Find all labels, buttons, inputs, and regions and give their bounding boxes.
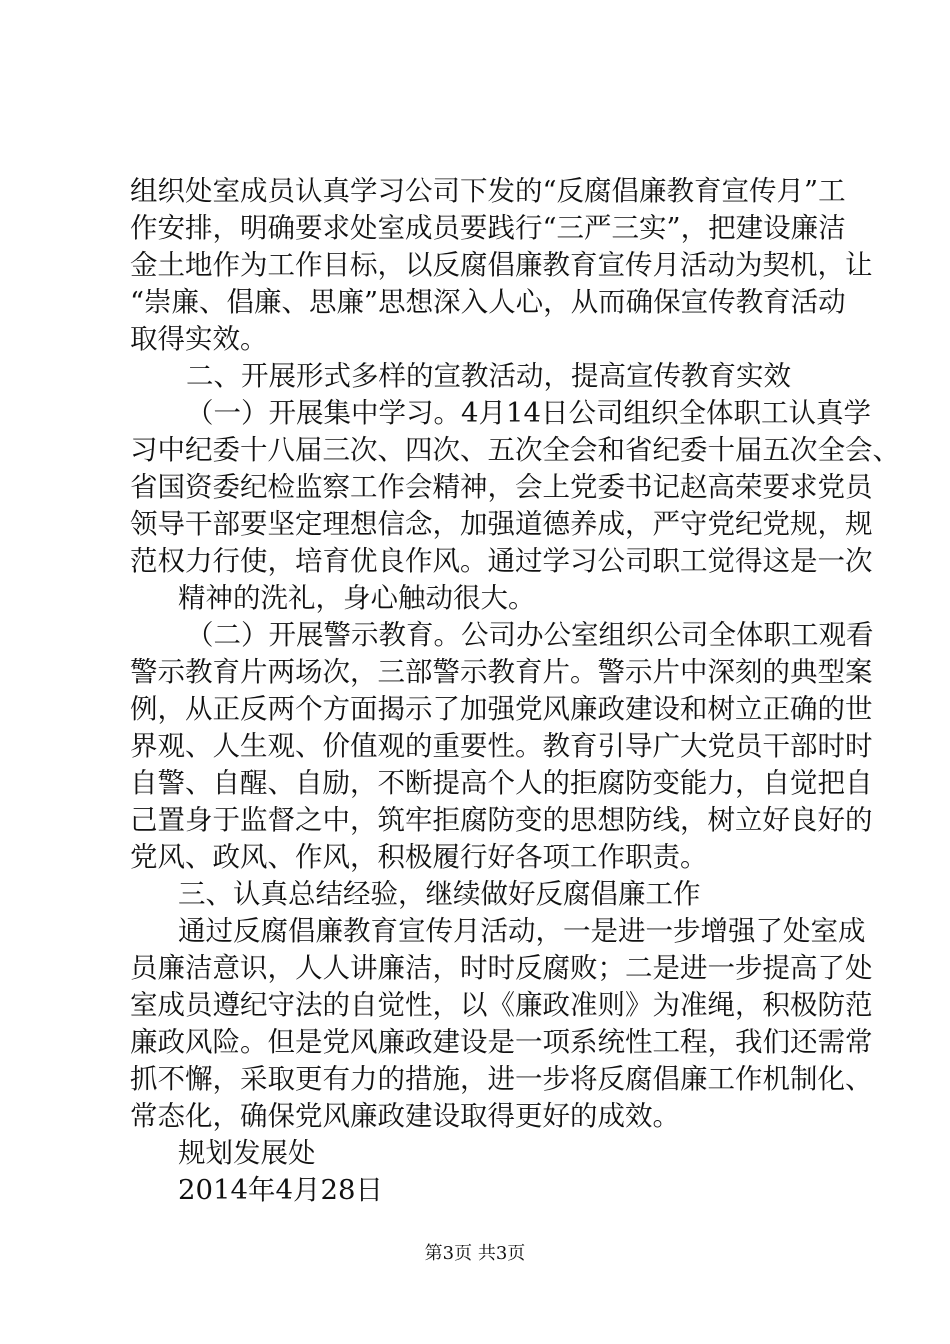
signature-department: 规划发展处 — [178, 1137, 316, 1169]
body-line: 通过反腐倡廉教育宣传月活动，一是进一步增强了处室成 — [178, 915, 866, 947]
body-line: 自警、自醒、自励，不断提高个人的拒腐防变能力，自觉把自 — [130, 767, 873, 799]
body-line: 范权力行使，培育优良作风。通过学习公司职工觉得这是一次 — [130, 545, 873, 577]
body-line: 组织处室成员认真学习公司下发的“反腐倡廉教育宣传月”工 — [130, 175, 846, 207]
body-line: 员廉洁意识，人人讲廉洁，时时反腐败；二是进一步提高了处 — [130, 952, 873, 984]
body-line: 精神的洗礼，身心触动很大。 — [178, 582, 536, 614]
body-line: 领导干部要坚定理想信念，加强道德养成，严守党纪党规，规 — [130, 508, 873, 540]
body-line: 己置身于监督之中，筑牢拒腐防变的思想防线，树立好良好的 — [130, 804, 873, 836]
body-line: 抓不懈，采取更有力的措施，进一步将反腐倡廉工作机制化、 — [130, 1063, 873, 1095]
body-line: 界观、人生观、价值观的重要性。教育引导广大党员干部时时 — [130, 730, 873, 762]
section-heading: 三、认真总结经验，继续做好反腐倡廉工作 — [178, 878, 701, 910]
body-line: “崇廉、倡廉、思廉”思想深入人心，从而确保宣传教育活动 — [130, 286, 846, 318]
subsection-line: （一）开展集中学习。4月14日公司组织全体职工认真学 — [186, 397, 871, 429]
body-line: 室成员遵纪守法的自觉性，以《廉政准则》为准绳，积极防范 — [130, 989, 873, 1021]
page-footer: 第3页 共3页 — [424, 1243, 526, 1264]
body-line: 常态化，确保党风廉政建设取得更好的成效。 — [130, 1100, 680, 1132]
body-line: 党风、政风、作风，积极履行好各项工作职责。 — [130, 841, 708, 873]
body-line: 廉政风险。但是党风廉政建设是一项系统性工程，我们还需常 — [130, 1026, 873, 1058]
body-line: 作安排，明确要求处室成员要践行“三严三实”，把建设廉洁 — [130, 212, 846, 244]
signature-date: 2014年4月28日 — [178, 1174, 383, 1206]
body-line: 习中纪委十八届三次、四次、五次全会和省纪委十届五次全会、 — [130, 434, 900, 466]
body-line: 例，从正反两个方面揭示了加强党风廉政建设和树立正确的世 — [130, 693, 873, 725]
body-line: 警示教育片两场次，三部警示教育片。警示片中深刻的典型案 — [130, 656, 873, 688]
subsection-line: （二）开展警示教育。公司办公室组织公司全体职工观看 — [186, 619, 874, 651]
body-line: 取得实效。 — [130, 323, 268, 355]
body-line: 金土地作为工作目标，以反腐倡廉教育宣传月活动为契机，让 — [130, 249, 873, 281]
section-heading: 二、开展形式多样的宣教活动，提高宣传教育实效 — [186, 360, 791, 392]
body-line: 省国资委纪检监察工作会精神，会上党委书记赵高荣要求党员 — [130, 471, 873, 503]
